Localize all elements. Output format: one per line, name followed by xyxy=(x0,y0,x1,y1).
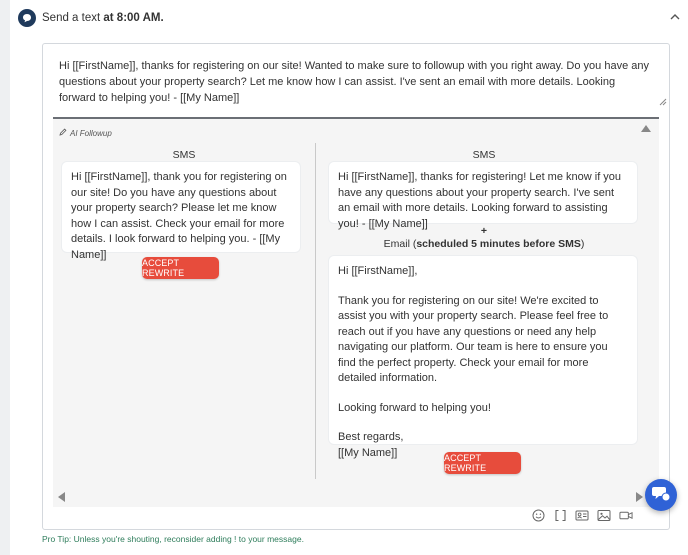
header-title-prefix: Send a text xyxy=(42,12,104,24)
email-title-suffix: ) xyxy=(580,238,585,250)
left-strip xyxy=(0,0,10,555)
email-title-prefix: Email ( xyxy=(383,238,417,250)
resize-handle-icon[interactable] xyxy=(657,96,667,106)
email-title xyxy=(316,238,652,250)
accept-rewrite-button-right[interactable]: ACCEPT REWRITE xyxy=(444,452,521,474)
compose-toolbar xyxy=(531,508,633,522)
scroll-right-icon[interactable] xyxy=(636,492,643,502)
ai-chat-button[interactable] xyxy=(645,479,677,511)
email-bubble xyxy=(328,255,638,459)
rewrite-option-left xyxy=(53,141,315,481)
right-sms-bubble: Hi [[FirstName]], thanks for registering! Let me know if you have any questions about your property search. I've sent an email with more details. Looking forward to assisting you! - [[My Name]] xyxy=(328,161,638,224)
right-sms-title: SMS xyxy=(472,149,496,161)
scroll-left-icon[interactable] xyxy=(58,492,65,502)
left-sms-title: SMS xyxy=(172,149,196,161)
emoji-icon[interactable] xyxy=(531,508,545,522)
email-title-schedule: scheduled 5 minutes before SMS xyxy=(416,238,581,250)
pro-tip: Pro Tip: Unless you're shouting, reconsider adding ! to your message. xyxy=(42,534,304,544)
contact-card-icon[interactable] xyxy=(575,508,589,522)
horizontal-scrollbar[interactable] xyxy=(53,490,643,502)
email-signoff: Best regards, xyxy=(338,431,404,443)
video-icon[interactable] xyxy=(619,508,633,522)
header-title-time: at 8:00 AM. xyxy=(103,12,164,24)
email-greeting: Hi [[FirstName]], xyxy=(338,265,418,277)
message-textarea[interactable]: Hi [[FirstName]], thanks for registering on our site! Wanted to make sure to followup with you right away. Do you have any questions about your property search? Let me know how I can assist. I've sent an email with more details. Looking forward to helping you! - [[My Name]] xyxy=(59,60,649,104)
email-closing: Looking forward to helping you! xyxy=(338,401,491,414)
ai-followup-label xyxy=(59,128,112,138)
header-title xyxy=(42,12,164,24)
ai-chat-icon xyxy=(651,485,671,506)
chat-bubble-icon xyxy=(18,9,36,27)
card-header[interactable] xyxy=(10,0,688,36)
left-sms-bubble: Hi [[FirstName]], thank you for registering on our site! Do you have any questions about your property search? Please let me know how I can assist. Check your email for more details. I look forward to helping you. - [[My Name]] xyxy=(61,161,301,253)
rewrite-option-right xyxy=(316,141,646,501)
compose-box xyxy=(42,43,670,530)
accept-rewrite-button-left[interactable]: ACCEPT REWRITE xyxy=(142,257,219,279)
ai-followup-text: AI Followup xyxy=(70,128,112,138)
scroll-up-icon[interactable] xyxy=(641,125,651,132)
pencil-icon xyxy=(59,128,67,138)
email-body: Thank you for registering on our site! We're excited to assist you with your property search. Please feel free to reach out if you have any questions or need any help navigating our platform. Our team is here to ensure you find the perfect property. Check your email for more detailed information. xyxy=(338,294,609,384)
chevron-up-icon[interactable] xyxy=(668,10,682,24)
plus-sign: + xyxy=(480,225,488,237)
ai-followup-panel xyxy=(53,117,659,507)
image-icon[interactable] xyxy=(597,508,611,522)
brackets-icon[interactable] xyxy=(553,508,567,522)
email-name: [[My Name]] xyxy=(338,446,398,459)
